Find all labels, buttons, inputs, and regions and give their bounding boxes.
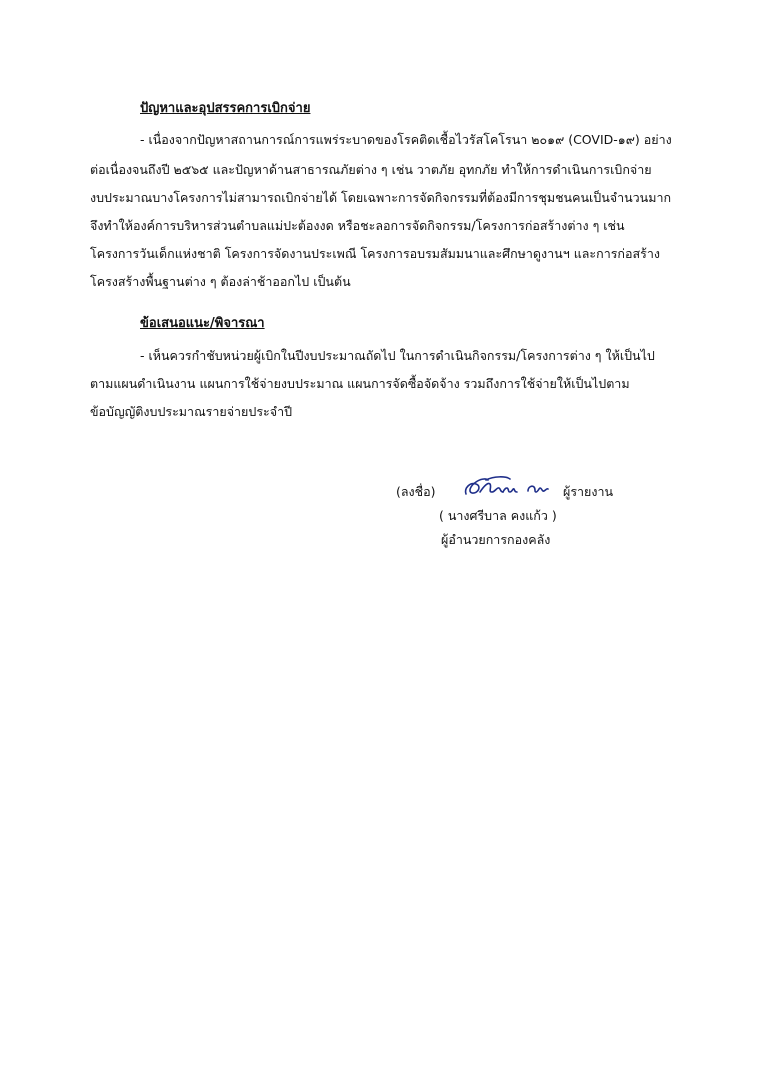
paragraph-line: ข้อบัญญัติงบประมาณรายจ่ายประจำปี — [90, 404, 293, 419]
signature-row — [396, 482, 646, 504]
paragraph-line: โครงสร้างพื้นฐานต่าง ๆ ต้องล่าช้าออกไป เป็นต้น — [90, 274, 351, 289]
section-heading-recommendations: ข้อเสนอแนะ/พิจารณา — [140, 316, 265, 331]
signatory-position: ผู้อำนวยการกองคลัง — [441, 532, 551, 547]
paragraph-line: ตามแผนดำเนินงาน แผนการใช้จ่ายงบประมาณ แผนการจัดซื้อจัดจ้าง รวมถึงการใช้จ่ายให้เป็นไปตาม — [90, 376, 630, 391]
paragraph-line: โครงการวันเด็กแห่งชาติ โครงการจัดงานประเพณี โครงการอบรมสัมมนาและศึกษาดูงานฯ และการก่อสร้าง — [90, 246, 660, 261]
signature-suffix: ผู้รายงาน — [563, 484, 614, 499]
handwritten-signature — [462, 474, 552, 500]
paragraph-line: ต่อเนื่องจนถึงปี ๒๕๖๕ และปัญหาด้านสาธารณภัยต่าง ๆ เช่น วาตภัย อุทกภัย ทำให้การดำเนินการเบิกจ่าย — [90, 162, 652, 177]
signatory-name: ( นางศรีบาล คงแก้ว ) — [439, 508, 557, 523]
signature-prefix: (ลงชื่อ) — [396, 484, 436, 499]
paragraph-line: - เนื่องจากปัญหาสถานการณ์การแพร่ระบาดของโรคติดเชื้อไวรัสโคโรนา ๒๐๑๙ (COVID-๑๙) อย่าง — [140, 132, 672, 147]
paragraph-line: - เห็นควรกำชับหน่วยผู้เบิกในปีงบประมาณถัดไป ในการดำเนินกิจกรรม/โครงการต่าง ๆ ให้เป็นไป — [140, 348, 655, 363]
paragraph-line: งบประมาณบางโครงการไม่สามารถเบิกจ่ายได้ โดยเฉพาะการจัดกิจกรรมที่ต้องมีการชุมชนคนเป็นจำนวนมาก — [90, 190, 672, 205]
paragraph-line: จึงทำให้องค์การบริหารส่วนตำบลแม่ปะต้องงด หรือชะลอการจัดกิจกรรม/โครงการก่อสร้างต่าง ๆ เช่น — [90, 218, 625, 233]
section-heading-obstacles: ปัญหาและอุปสรรคการเบิกจ่าย — [140, 101, 311, 116]
